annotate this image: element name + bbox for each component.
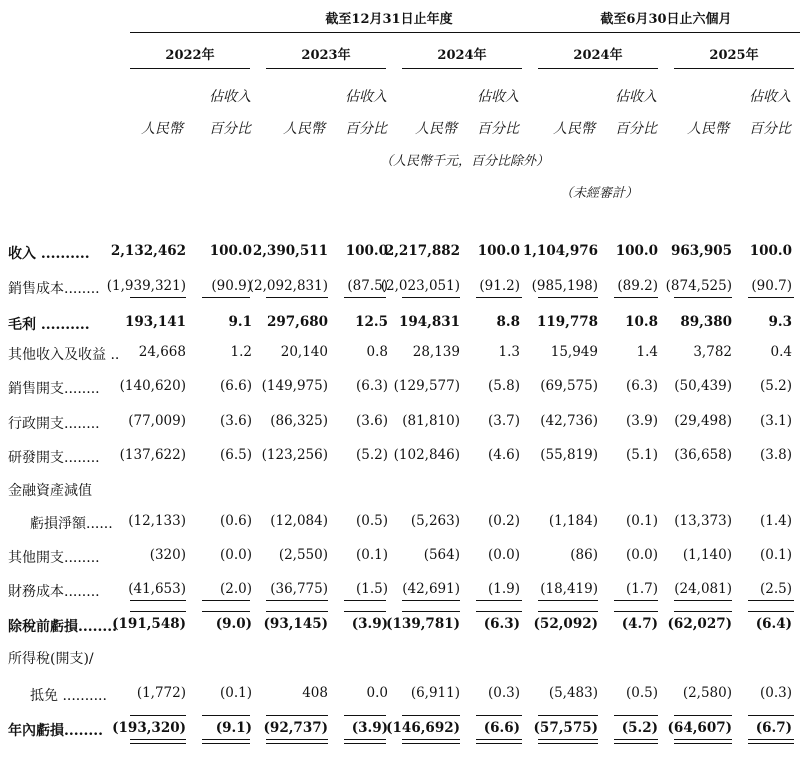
cell-amount: (137,622) [119,447,186,463]
total-double-rule [538,743,598,744]
column-header-rmb: 人民幣 [553,121,595,137]
cell-amount: (12,084) [270,513,328,529]
cell-percentage: (1.7) [625,581,658,597]
subtotal-rule [538,739,598,740]
section-top-rule [614,715,658,716]
cell-amount: (985,198) [531,278,598,294]
cell-amount: (2,092,831) [248,278,328,294]
subtotal-rule [614,600,658,601]
subtotal-rule [476,297,522,298]
cell-percentage: (0.6) [219,513,252,529]
section-top-rule [476,715,522,716]
cell-percentage: (6.6) [483,720,520,736]
year-header-rule [674,68,794,69]
cell-amount: 408 [302,685,328,701]
row-label: 抵免 .......... [30,688,107,704]
subtotal-rule [402,600,460,601]
cell-percentage: (3.6) [355,413,388,429]
cell-percentage: 8.8 [496,314,520,330]
cell-percentage: (0.5) [625,685,658,701]
cell-amount: 2,217,882 [384,243,460,259]
cell-amount: (149,975) [261,378,328,394]
cell-amount: (36,775) [270,581,328,597]
row-label: 年內虧損........ [8,723,103,739]
cell-percentage: (1.4) [759,513,792,529]
column-header-pct-line2: 百分比 [345,121,387,137]
subtotal-rule [130,297,186,298]
cell-amount: (52,092) [533,616,598,632]
cell-amount: (86) [570,547,598,563]
cell-amount: (320) [149,547,186,563]
cell-percentage: (0.0) [487,547,520,563]
cell-percentage: (5.2) [621,720,658,736]
subtotal-rule [476,600,522,601]
cell-amount: (5,263) [410,513,460,529]
cell-percentage: 1.2 [230,344,252,360]
subtotal-rule [402,297,460,298]
total-double-rule [266,743,328,744]
year-header-rule [266,68,386,69]
subtotal-rule [266,297,328,298]
subtotal-rule [748,600,794,601]
section-top-rule [674,715,732,716]
cell-amount: (191,548) [112,616,186,632]
cell-percentage: (89.2) [617,278,658,294]
cell-percentage: (3.9) [351,720,388,736]
cell-amount: (41,653) [128,581,186,597]
subtotal-rule [344,297,386,298]
column-header-pct-line2: 百分比 [749,121,791,137]
cell-percentage: (87.5) [347,278,388,294]
subtotal-rule [344,600,386,601]
cell-percentage: (2.0) [219,581,252,597]
cell-percentage: (3.1) [759,413,792,429]
cell-amount: 3,782 [693,344,732,360]
cell-amount: (146,692) [386,720,460,736]
cell-percentage: (3.9) [625,413,658,429]
cell-percentage: (3.7) [487,413,520,429]
cell-amount: (69,575) [540,378,598,394]
header-six-month-period: 截至6月30日止六個月 [600,12,732,27]
section-top-rule [266,715,328,716]
cell-amount: (92,737) [263,720,328,736]
total-double-rule [614,743,658,744]
subtotal-rule [266,739,328,740]
column-header-rmb: 人民幣 [687,121,729,137]
cell-percentage: (9.1) [215,720,252,736]
cell-amount: (1,140) [682,547,732,563]
subtotal-rule [748,739,794,740]
cell-amount: (64,607) [667,720,732,736]
cell-amount: (5,483) [548,685,598,701]
row-label: 其他收入及收益 .. [8,347,120,363]
cell-amount: 963,905 [670,243,732,259]
cell-percentage: (5.1) [625,447,658,463]
total-double-rule [344,743,386,744]
cell-amount: (874,525) [665,278,732,294]
cell-percentage: (6.4) [755,616,792,632]
cell-percentage: 10.8 [625,314,658,330]
header-six-month-rule [538,32,800,33]
cell-percentage: 0.8 [366,344,388,360]
cell-amount: (77,009) [128,413,186,429]
subtotal-rule [538,600,598,601]
cell-amount: (81,810) [402,413,460,429]
cell-amount: (140,620) [119,378,186,394]
cell-amount: 194,831 [398,314,460,330]
cell-percentage: (4.6) [487,447,520,463]
total-double-rule [130,743,186,744]
cell-percentage: (0.1) [355,547,388,563]
column-header-pct-line1: 佔收入 [345,89,387,105]
cell-amount: (50,439) [674,378,732,394]
cell-amount: (1,939,321) [106,278,186,294]
section-top-rule [202,611,250,612]
row-label: 研發開支........ [8,450,100,466]
cell-percentage: (5.8) [487,378,520,394]
cell-amount: (55,819) [540,447,598,463]
section-top-rule [402,611,460,612]
section-top-rule [130,715,186,716]
cell-percentage: (6.3) [625,378,658,394]
section-top-rule [344,611,386,612]
cell-percentage: 100.0 [345,243,388,259]
section-top-rule [344,715,386,716]
row-label: 毛利 .......... [8,317,90,333]
column-header-rmb: 人民幣 [415,121,457,137]
cell-percentage: (91.2) [479,278,520,294]
subtotal-rule [674,297,732,298]
subtotal-rule [202,297,250,298]
cell-percentage: (90.9) [211,278,252,294]
subtotal-rule [130,739,186,740]
section-top-rule [748,715,794,716]
subtotal-rule [614,739,658,740]
row-label: 虧損淨額...... [30,516,113,532]
cell-percentage: (0.0) [219,547,252,563]
unit-note: （人民幣千元，百分比除外） [380,154,550,169]
row-label: 行政開支........ [8,416,100,432]
cell-percentage: (0.1) [219,685,252,701]
cell-amount: (12,133) [128,513,186,529]
column-header-pct-line1: 佔收入 [749,89,791,105]
cell-percentage: (5.2) [759,378,792,394]
cell-percentage: (0.2) [487,513,520,529]
cell-amount: (2,580) [682,685,732,701]
year-header: 2022年 [165,48,215,63]
cell-percentage: 100.0 [209,243,252,259]
cell-percentage: (3.6) [219,413,252,429]
section-top-rule [266,611,328,612]
cell-percentage: 9.1 [228,314,252,330]
subtotal-rule [130,600,186,601]
cell-amount: (129,577) [393,378,460,394]
subtotal-rule [402,739,460,740]
subtotal-rule [202,739,250,740]
cell-percentage: (6.3) [355,378,388,394]
cell-percentage: (1.5) [355,581,388,597]
cell-percentage: (5.2) [355,447,388,463]
section-top-rule [130,611,186,612]
cell-percentage: 0.4 [770,344,792,360]
cell-amount: (193,320) [112,720,186,736]
header-annual-period: 截至12月31日止年度 [325,12,453,27]
section-top-rule [748,611,794,612]
year-header: 2023年 [301,48,351,63]
subtotal-rule [748,297,794,298]
cell-amount: (139,781) [386,616,460,632]
row-label: 金融資產減值 [8,483,92,499]
cell-percentage: 1.4 [636,344,658,360]
subtotal-rule [674,600,732,601]
cell-percentage: (3.9) [351,616,388,632]
column-header-pct-line2: 百分比 [477,121,519,137]
section-top-rule [614,611,658,612]
cell-amount: 297,680 [266,314,328,330]
section-top-rule [202,715,250,716]
cell-amount: (1,184) [548,513,598,529]
cell-amount: 24,668 [138,344,186,360]
total-double-rule [402,743,460,744]
subtotal-rule [538,297,598,298]
cell-amount: (6,911) [410,685,460,701]
subtotal-rule [614,297,658,298]
cell-percentage: 0.0 [366,685,388,701]
cell-percentage: 12.5 [355,314,388,330]
unaudited-note: （未經審計） [560,186,639,201]
column-header-pct-line1: 佔收入 [209,89,251,105]
cell-percentage: (6.7) [755,720,792,736]
cell-amount: 28,139 [412,344,460,360]
year-header: 2024年 [573,48,623,63]
row-label: 收入 .......... [8,246,90,262]
cell-amount: 2,132,462 [110,243,186,259]
cell-amount: (13,373) [674,513,732,529]
year-header-rule [402,68,522,69]
cell-percentage: (6.6) [219,378,252,394]
row-label: 銷售成本........ [8,281,100,297]
section-top-rule [538,715,598,716]
cell-amount: (18,419) [540,581,598,597]
total-double-rule [748,743,794,744]
row-label: 財務成本........ [8,584,100,600]
section-top-rule [674,611,732,612]
cell-percentage: (0.3) [487,685,520,701]
subtotal-rule [674,739,732,740]
cell-amount: (564) [423,547,460,563]
cell-percentage: (0.1) [759,547,792,563]
subtotal-rule [202,600,250,601]
year-header: 2025年 [709,48,759,63]
year-header-rule [130,68,250,69]
cell-percentage: (9.0) [215,616,252,632]
row-label: 除稅前虧損........ [8,619,117,635]
section-top-rule [538,611,598,612]
cell-amount: (93,145) [263,616,328,632]
total-double-rule [202,743,250,744]
cell-percentage: (0.0) [625,547,658,563]
cell-percentage: (0.5) [355,513,388,529]
cell-percentage: 100.0 [615,243,658,259]
cell-amount: (86,325) [270,413,328,429]
cell-percentage: (0.3) [759,685,792,701]
subtotal-rule [476,739,522,740]
total-double-rule [476,743,522,744]
cell-percentage: (4.7) [621,616,658,632]
cell-percentage: (1.9) [487,581,520,597]
column-header-pct-line2: 百分比 [209,121,251,137]
cell-amount: 119,778 [536,314,598,330]
cell-amount: (2,023,051) [380,278,460,294]
section-top-rule [402,715,460,716]
cell-amount: (36,658) [674,447,732,463]
column-header-pct-line1: 佔收入 [477,89,519,105]
cell-amount: (57,575) [533,720,598,736]
cell-amount: 193,141 [124,314,186,330]
row-label: 所得稅(開支)/ [8,651,94,667]
year-header: 2024年 [437,48,487,63]
cell-amount: (2,550) [278,547,328,563]
total-double-rule [674,743,732,744]
cell-percentage: (3.8) [759,447,792,463]
cell-percentage: (90.7) [751,278,792,294]
column-header-rmb: 人民幣 [283,121,325,137]
cell-percentage: 9.3 [768,314,792,330]
cell-percentage: 1.3 [498,344,520,360]
cell-amount: 20,140 [280,344,328,360]
cell-amount: (102,846) [393,447,460,463]
cell-percentage: (6.3) [483,616,520,632]
year-header-rule [538,68,658,69]
subtotal-rule [266,600,328,601]
cell-percentage: 100.0 [477,243,520,259]
row-label: 銷售開支........ [8,381,100,397]
column-header-rmb: 人民幣 [141,121,183,137]
cell-amount: (42,736) [540,413,598,429]
subtotal-rule [344,739,386,740]
cell-amount: 1,104,976 [522,243,598,259]
cell-amount: 89,380 [680,314,732,330]
cell-amount: 15,949 [550,344,598,360]
section-top-rule [476,611,522,612]
cell-amount: (123,256) [261,447,328,463]
cell-amount: (1,772) [136,685,186,701]
cell-percentage: (2.5) [759,581,792,597]
column-header-pct-line1: 佔收入 [615,89,657,105]
cell-amount: (24,081) [674,581,732,597]
cell-percentage: (6.5) [219,447,252,463]
cell-percentage: 100.0 [749,243,792,259]
cell-percentage: (0.1) [625,513,658,529]
cell-amount: (29,498) [674,413,732,429]
column-header-pct-line2: 百分比 [615,121,657,137]
row-label: 其他開支........ [8,550,100,566]
cell-amount: (42,691) [402,581,460,597]
cell-amount: (62,027) [667,616,732,632]
cell-amount: 2,390,511 [252,243,328,259]
